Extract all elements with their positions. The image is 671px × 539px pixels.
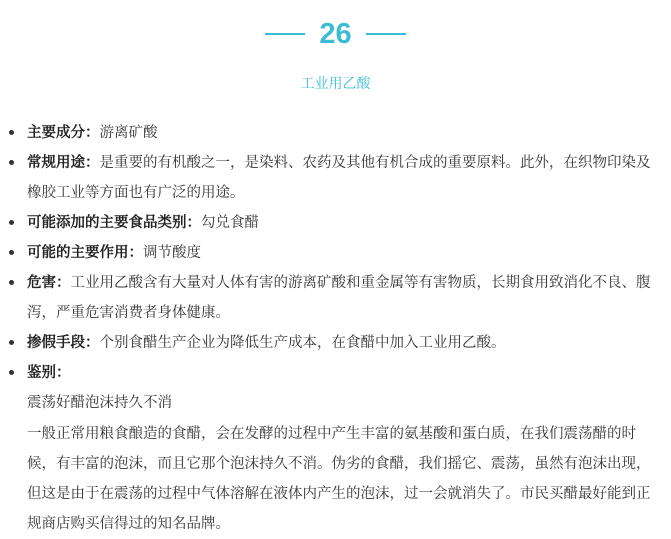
bullet-icon — [9, 220, 14, 225]
item-key: 鉴别： — [27, 365, 71, 381]
item-value: 是重要的有机酸之一，是染料、农药及其他有机合成的重要原料。此外，在织物印染及橡胶工业等方面也有广泛的用途。 — [27, 155, 651, 201]
list-item-main-ingredient — [0, 118, 671, 148]
item-key: 主要成分： — [27, 125, 100, 141]
bullet-icon — [9, 340, 14, 345]
list-item-common-use — [0, 148, 671, 208]
item-value: 勾兑食醋 — [201, 215, 259, 231]
left-rule — [265, 33, 305, 35]
bullet-icon — [9, 370, 14, 375]
item-key: 常规用途： — [27, 155, 100, 171]
bullet-icon — [9, 130, 14, 135]
section-header — [0, 14, 671, 54]
right-rule — [366, 33, 406, 35]
section-subtitle: 工业用乙酸 — [300, 76, 371, 92]
bullet-icon — [9, 250, 14, 255]
list-item-adulteration — [0, 328, 671, 358]
item-value: 工业用乙酸含有大量对人体有害的游离矿酸和重金属等有害物质，长期食用致消化不良、腹泻，严重危害消费者身体健康。 — [27, 275, 651, 321]
identification-block — [0, 388, 671, 539]
list-item-main-effect — [0, 238, 671, 268]
item-value: 游离矿酸 — [99, 125, 158, 141]
bullet-icon — [9, 160, 14, 165]
item-key: 可能的主要作用： — [27, 245, 143, 261]
section-number: 26 — [319, 18, 352, 50]
list-item-hazard — [0, 268, 671, 328]
item-key: 危害： — [27, 275, 71, 291]
list-item-identification — [0, 358, 671, 388]
fact-list — [0, 118, 671, 539]
identification-body: 一般正常用粮食酿造的食醋，会在发酵的过程中产生丰富的氨基酸和蛋白质，在我们震荡醋的时候，有丰富的泡沫，而且它那个泡沫持久不消。伪劣的食醋，我们摇它、震荡，虽然有泡沫出现，但这是由于在震荡的过程中气体溶解在液体内产生的泡沫，过一会就消失了。市民买醋最好能到正规商店购买信得过的知名品牌。 — [27, 426, 651, 532]
list-item-food-category — [0, 208, 671, 238]
item-key: 掺假手段： — [27, 335, 100, 351]
item-key: 可能添加的主要食品类别： — [27, 215, 201, 231]
item-value: 个别食醋生产企业为降低生产成本，在食醋中加入工业用乙酸。 — [99, 335, 506, 351]
identification-heading: 震荡好醋泡沫持久不消 — [27, 395, 172, 411]
item-value: 调节酸度 — [143, 245, 201, 261]
bullet-icon — [9, 280, 14, 285]
